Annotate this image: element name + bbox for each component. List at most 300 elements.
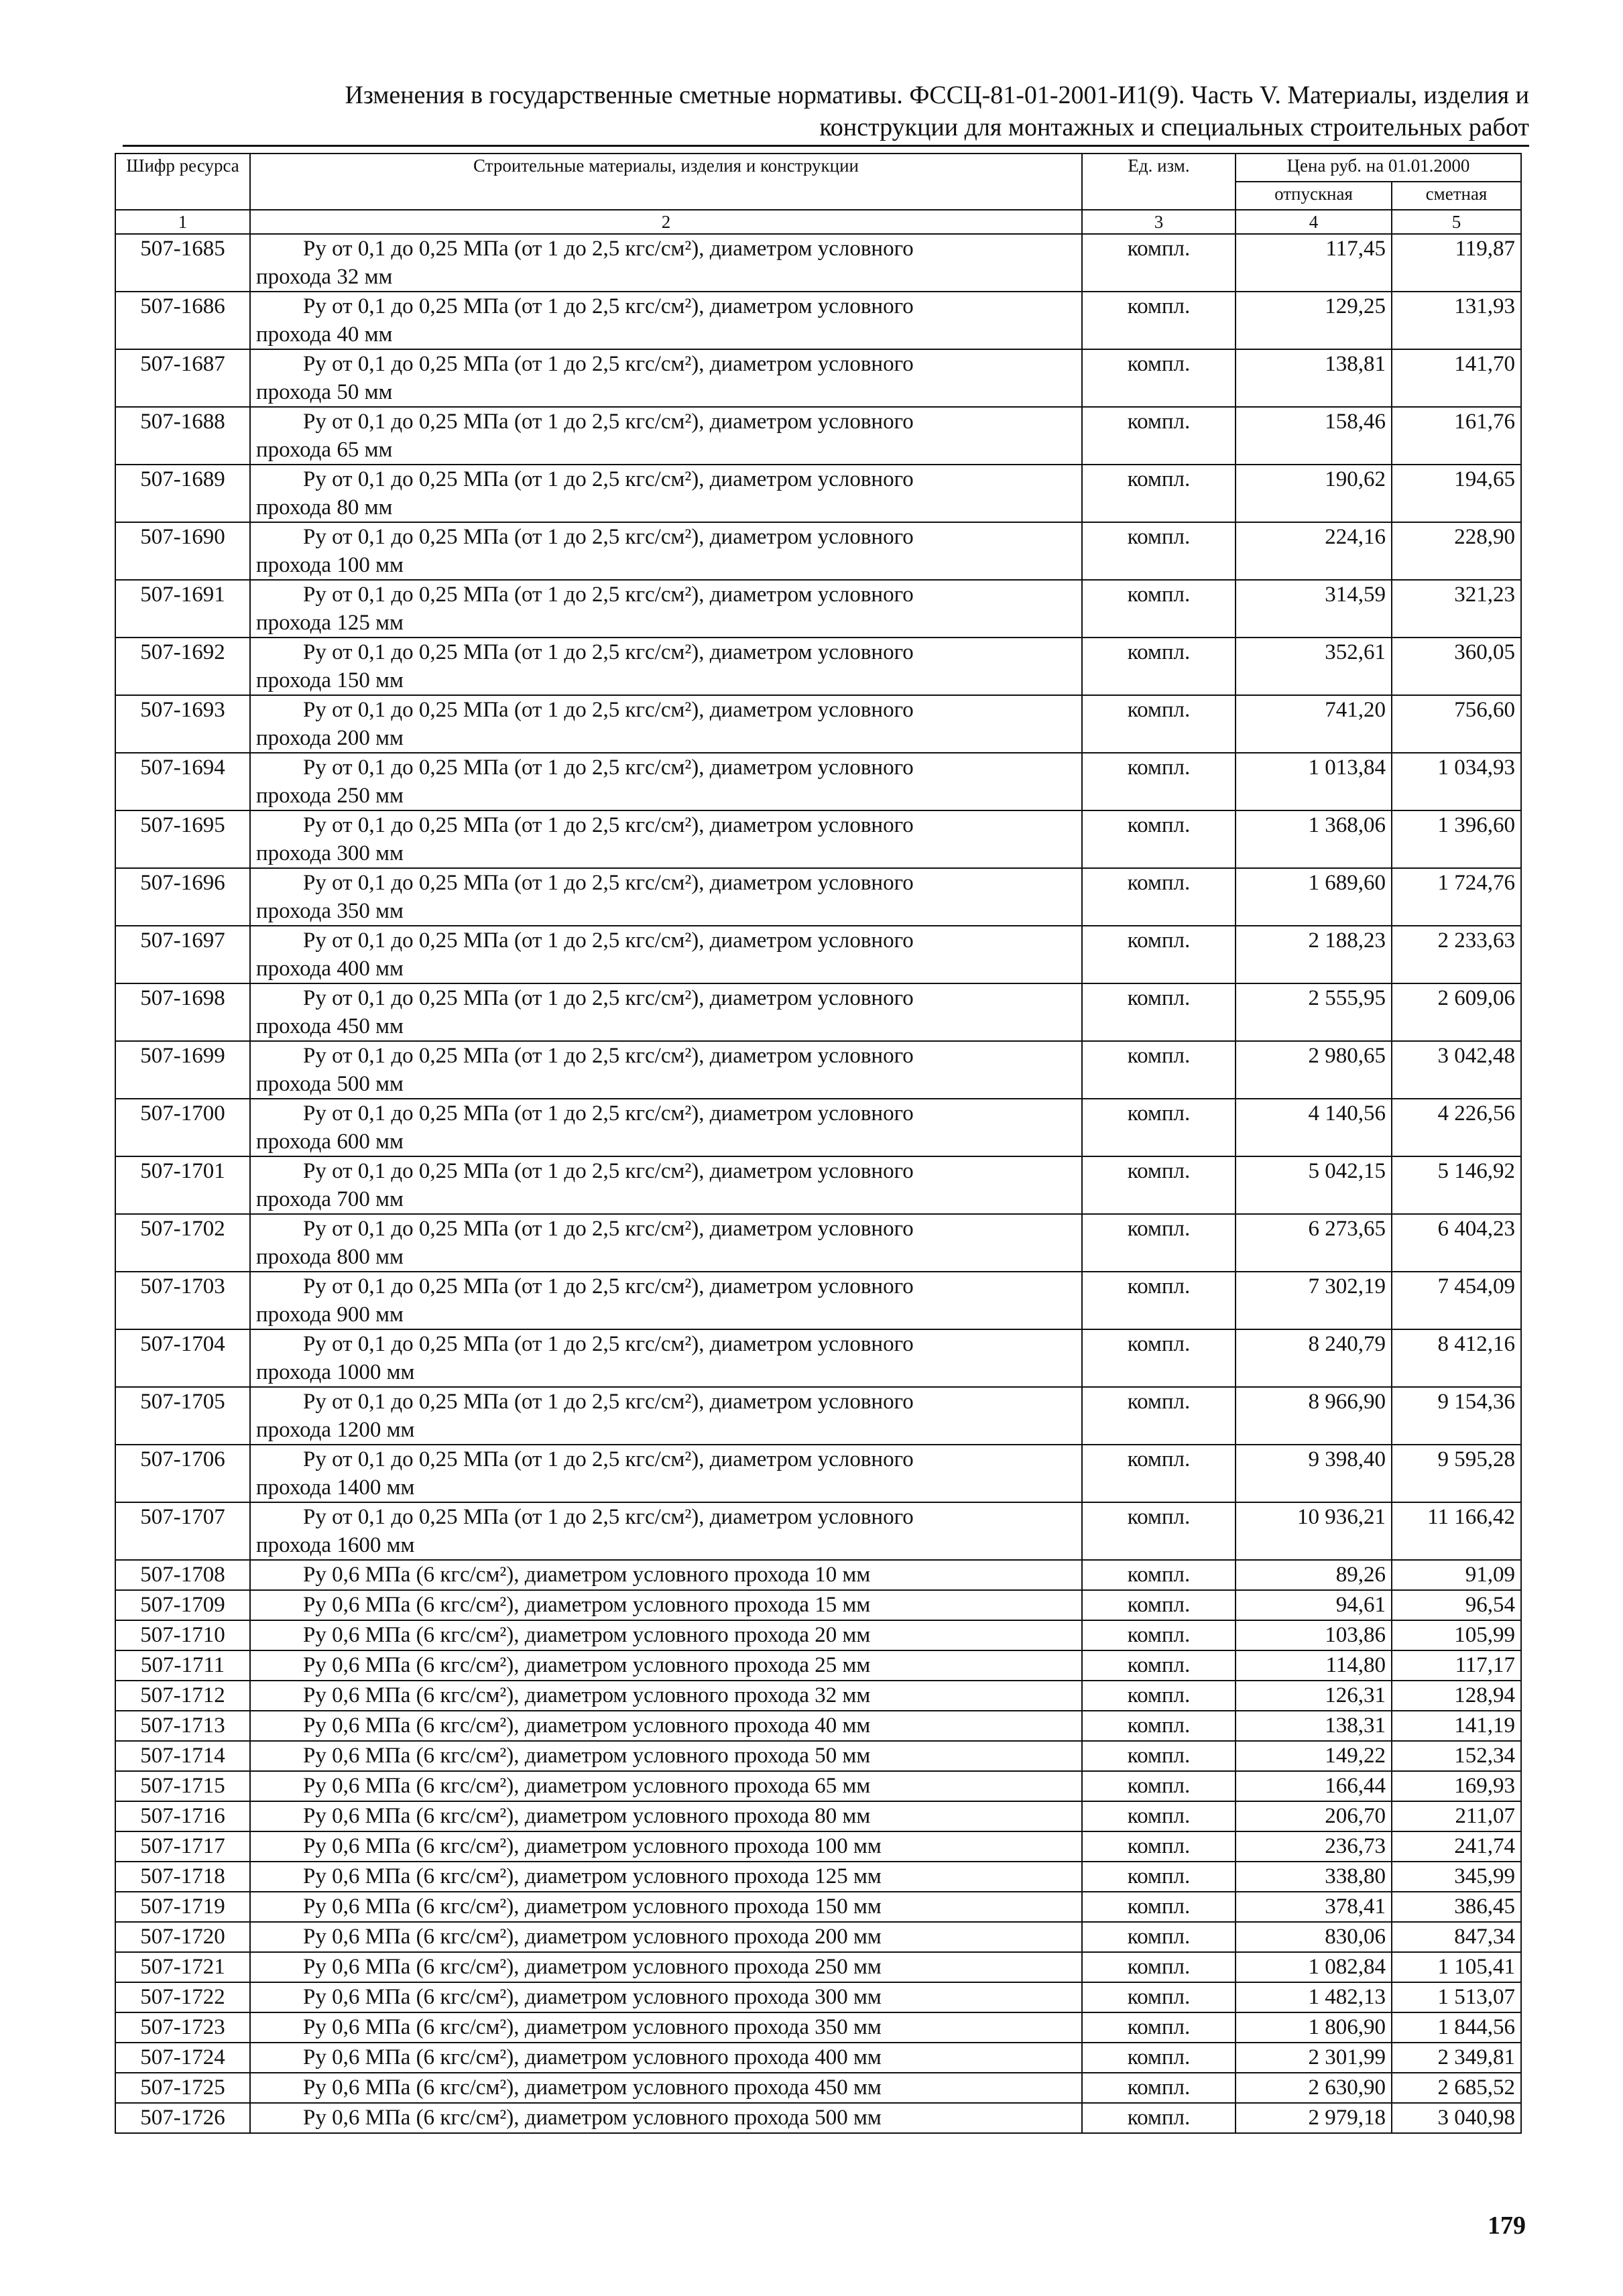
description-line-1: Ру 0,6 МПа (6 кгс/см²), диаметром условного прохода 25 мм bbox=[303, 1653, 871, 1677]
description-line-1: Ру 0,6 МПа (6 кгс/см²), диаметром условного прохода 125 мм bbox=[303, 1864, 882, 1888]
estimate-price-cell: 847,34 bbox=[1392, 1922, 1521, 1952]
description-line-2: прохода 400 мм bbox=[256, 957, 404, 981]
estimate-price-cell: 9 595,28 bbox=[1392, 1445, 1521, 1502]
estimate-price-cell: 1 724,76 bbox=[1392, 868, 1521, 926]
resource-code: 507-1723 bbox=[115, 2012, 250, 2043]
table-row bbox=[115, 1041, 1521, 1099]
resource-description bbox=[250, 1620, 1082, 1650]
estimate-price-cell: 8 412,16 bbox=[1392, 1329, 1521, 1387]
estimate-price-cell: 211,07 bbox=[1392, 1801, 1521, 1831]
table-row bbox=[115, 1560, 1521, 1590]
estimate-price-cell: 345,99 bbox=[1392, 1862, 1521, 1892]
header-description: Строительные материалы, изделия и конструкции bbox=[250, 154, 1082, 210]
unit-cell: компл. bbox=[1082, 1681, 1236, 1711]
description-line-1: Ру от 0,1 до 0,25 МПа (от 1 до 2,5 кгс/см²), диаметром условного bbox=[303, 871, 914, 895]
header-price: Цена руб. на 01.01.2000 bbox=[1236, 154, 1521, 182]
estimate-price-cell: 141,70 bbox=[1392, 349, 1521, 407]
unit-cell: компл. bbox=[1082, 2043, 1236, 2073]
unit-cell: компл. bbox=[1082, 1922, 1236, 1952]
column-number: 4 bbox=[1236, 210, 1392, 234]
table-row bbox=[115, 810, 1521, 868]
resource-description bbox=[250, 522, 1082, 580]
unit-cell: компл. bbox=[1082, 983, 1236, 1041]
table-row bbox=[115, 349, 1521, 407]
resource-code: 507-1707 bbox=[115, 1502, 250, 1560]
resource-description bbox=[250, 1445, 1082, 1502]
description-line-2: прохода 80 мм bbox=[256, 495, 393, 520]
resource-description bbox=[250, 1801, 1082, 1831]
release-price-cell: 338,80 bbox=[1236, 1862, 1392, 1892]
table-row bbox=[115, 983, 1521, 1041]
table-row bbox=[115, 868, 1521, 926]
header-code: Шифр ресурса bbox=[115, 154, 250, 210]
resource-description bbox=[250, 1329, 1082, 1387]
release-price-cell: 138,31 bbox=[1236, 1711, 1392, 1741]
unit-cell: компл. bbox=[1082, 1099, 1236, 1156]
resource-description bbox=[250, 2073, 1082, 2103]
resource-code: 507-1708 bbox=[115, 1560, 250, 1590]
estimate-price-cell: 11 166,42 bbox=[1392, 1502, 1521, 1560]
release-price-cell: 2 980,65 bbox=[1236, 1041, 1392, 1099]
description-line-1: Ру 0,6 МПа (6 кгс/см²), диаметром условного прохода 350 мм bbox=[303, 2015, 882, 2039]
resource-code: 507-1702 bbox=[115, 1214, 250, 1272]
description-line-1: Ру 0,6 МПа (6 кгс/см²), диаметром условного прохода 10 мм bbox=[303, 1563, 871, 1587]
resource-code: 507-1703 bbox=[115, 1272, 250, 1329]
description-line-1: Ру от 0,1 до 0,25 МПа (от 1 до 2,5 кгс/см²), диаметром условного bbox=[303, 237, 914, 261]
unit-cell: компл. bbox=[1082, 580, 1236, 638]
resource-description bbox=[250, 1711, 1082, 1741]
release-price-cell: 2 979,18 bbox=[1236, 2103, 1392, 2133]
estimate-price-cell: 2 349,81 bbox=[1392, 2043, 1521, 2073]
resource-description bbox=[250, 1952, 1082, 1982]
unit-cell: компл. bbox=[1082, 2073, 1236, 2103]
unit-cell: компл. bbox=[1082, 1831, 1236, 1862]
description-line-1: Ру от 0,1 до 0,25 МПа (от 1 до 2,5 кгс/см²), диаметром условного bbox=[303, 986, 914, 1010]
estimate-price-cell: 1 396,60 bbox=[1392, 810, 1521, 868]
release-price-cell: 6 273,65 bbox=[1236, 1214, 1392, 1272]
table-row bbox=[115, 2103, 1521, 2133]
column-number: 1 bbox=[115, 210, 250, 234]
page-header bbox=[107, 79, 1529, 143]
resource-code: 507-1689 bbox=[115, 465, 250, 522]
release-price-cell: 8 240,79 bbox=[1236, 1329, 1392, 1387]
estimate-price-cell: 131,93 bbox=[1392, 292, 1521, 349]
resource-code: 507-1713 bbox=[115, 1711, 250, 1741]
table-row bbox=[115, 1502, 1521, 1560]
table-row bbox=[115, 2012, 1521, 2043]
unit-cell: компл. bbox=[1082, 2012, 1236, 2043]
release-price-cell: 103,86 bbox=[1236, 1620, 1392, 1650]
release-price-cell: 149,22 bbox=[1236, 1741, 1392, 1771]
resource-code: 507-1719 bbox=[115, 1892, 250, 1922]
release-price-cell: 138,81 bbox=[1236, 349, 1392, 407]
resource-description bbox=[250, 407, 1082, 465]
resource-description bbox=[250, 1982, 1082, 2012]
resource-description bbox=[250, 1560, 1082, 1590]
resource-code: 507-1687 bbox=[115, 349, 250, 407]
table-row bbox=[115, 2043, 1521, 2073]
resource-description bbox=[250, 1214, 1082, 1272]
table-row bbox=[115, 1892, 1521, 1922]
table-row bbox=[115, 292, 1521, 349]
resource-code: 507-1690 bbox=[115, 522, 250, 580]
description-line-1: Ру 0,6 МПа (6 кгс/см²), диаметром условного прохода 65 мм bbox=[303, 1774, 871, 1798]
estimate-price-cell: 5 146,92 bbox=[1392, 1156, 1521, 1214]
unit-cell: компл. bbox=[1082, 1214, 1236, 1272]
resource-description bbox=[250, 1922, 1082, 1952]
estimate-price-cell: 96,54 bbox=[1392, 1590, 1521, 1620]
page-number: 179 bbox=[1488, 2212, 1526, 2240]
resource-code: 507-1711 bbox=[115, 1650, 250, 1681]
resource-code: 507-1714 bbox=[115, 1741, 250, 1771]
description-line-1: Ру 0,6 МПа (6 кгс/см²), диаметром условного прохода 15 мм bbox=[303, 1593, 871, 1617]
header-line-2: конструкции для монтажных и специальных строительных работ bbox=[819, 113, 1529, 141]
estimate-price-cell: 169,93 bbox=[1392, 1771, 1521, 1801]
resource-code: 507-1726 bbox=[115, 2103, 250, 2133]
table-row bbox=[115, 1952, 1521, 1982]
unit-cell: компл. bbox=[1082, 695, 1236, 753]
description-line-1: Ру 0,6 МПа (6 кгс/см²), диаметром условного прохода 250 мм bbox=[303, 1955, 882, 1979]
resource-description bbox=[250, 1387, 1082, 1445]
resource-code: 507-1694 bbox=[115, 753, 250, 810]
resource-code: 507-1706 bbox=[115, 1445, 250, 1502]
resource-code: 507-1697 bbox=[115, 926, 250, 983]
table-row bbox=[115, 1801, 1521, 1831]
resource-code: 507-1686 bbox=[115, 292, 250, 349]
table-row bbox=[115, 926, 1521, 983]
description-line-2: прохода 450 мм bbox=[256, 1014, 404, 1038]
table-row bbox=[115, 1272, 1521, 1329]
unit-cell: компл. bbox=[1082, 2103, 1236, 2133]
unit-cell: компл. bbox=[1082, 1445, 1236, 1502]
release-price-cell: 114,80 bbox=[1236, 1650, 1392, 1681]
resource-code: 507-1724 bbox=[115, 2043, 250, 2073]
resource-description bbox=[250, 810, 1082, 868]
unit-cell: компл. bbox=[1082, 1387, 1236, 1445]
estimate-price-cell: 3 042,48 bbox=[1392, 1041, 1521, 1099]
resource-description bbox=[250, 465, 1082, 522]
resource-code: 507-1685 bbox=[115, 234, 250, 292]
description-line-1: Ру от 0,1 до 0,25 МПа (от 1 до 2,5 кгс/см²), диаметром условного bbox=[303, 525, 914, 549]
unit-cell: компл. bbox=[1082, 234, 1236, 292]
unit-cell: компл. bbox=[1082, 1771, 1236, 1801]
estimate-price-cell: 4 226,56 bbox=[1392, 1099, 1521, 1156]
unit-cell: компл. bbox=[1082, 638, 1236, 695]
table-row bbox=[115, 1387, 1521, 1445]
resource-description bbox=[250, 983, 1082, 1041]
release-price-cell: 378,41 bbox=[1236, 1892, 1392, 1922]
resource-description bbox=[250, 1272, 1082, 1329]
estimate-price-cell: 152,34 bbox=[1392, 1741, 1521, 1771]
table-row bbox=[115, 695, 1521, 753]
release-price-cell: 741,20 bbox=[1236, 695, 1392, 753]
resource-code: 507-1700 bbox=[115, 1099, 250, 1156]
release-price-cell: 89,26 bbox=[1236, 1560, 1392, 1590]
release-price-cell: 94,61 bbox=[1236, 1590, 1392, 1620]
description-line-1: Ру от 0,1 до 0,25 МПа (от 1 до 2,5 кгс/см²), диаметром условного bbox=[303, 1101, 914, 1126]
resource-description bbox=[250, 349, 1082, 407]
table-row bbox=[115, 1741, 1521, 1771]
estimate-price-cell: 1 844,56 bbox=[1392, 2012, 1521, 2043]
header-rule bbox=[123, 145, 1529, 147]
release-price-cell: 224,16 bbox=[1236, 522, 1392, 580]
release-price-cell: 206,70 bbox=[1236, 1801, 1392, 1831]
resource-description bbox=[250, 1156, 1082, 1214]
release-price-cell: 10 936,21 bbox=[1236, 1502, 1392, 1560]
resource-description bbox=[250, 695, 1082, 753]
release-price-cell: 236,73 bbox=[1236, 1831, 1392, 1862]
description-line-2: прохода 1400 мм bbox=[256, 1475, 415, 1500]
unit-cell: компл. bbox=[1082, 1650, 1236, 1681]
resource-code: 507-1722 bbox=[115, 1982, 250, 2012]
estimate-price-cell: 321,23 bbox=[1392, 580, 1521, 638]
description-line-1: Ру от 0,1 до 0,25 МПа (от 1 до 2,5 кгс/см²), диаметром условного bbox=[303, 1505, 914, 1529]
unit-cell: компл. bbox=[1082, 1711, 1236, 1741]
estimate-price-cell: 386,45 bbox=[1392, 1892, 1521, 1922]
resource-description bbox=[250, 868, 1082, 926]
resource-description bbox=[250, 2043, 1082, 2073]
resource-description bbox=[250, 638, 1082, 695]
table-row bbox=[115, 1099, 1521, 1156]
description-line-1: Ру 0,6 МПа (6 кгс/см²), диаметром условного прохода 50 мм bbox=[303, 1744, 871, 1768]
estimate-price-cell: 91,09 bbox=[1392, 1560, 1521, 1590]
unit-cell: компл. bbox=[1082, 1801, 1236, 1831]
release-price-cell: 1 689,60 bbox=[1236, 868, 1392, 926]
table-row bbox=[115, 2073, 1521, 2103]
resource-code: 507-1695 bbox=[115, 810, 250, 868]
description-line-2: прохода 1200 мм bbox=[256, 1418, 415, 1442]
column-number: 5 bbox=[1392, 210, 1521, 234]
description-line-1: Ру от 0,1 до 0,25 МПа (от 1 до 2,5 кгс/см²), диаметром условного bbox=[303, 352, 914, 376]
description-line-1: Ру от 0,1 до 0,25 МПа (от 1 до 2,5 кгс/см²), диаметром условного bbox=[303, 1447, 914, 1471]
unit-cell: компл. bbox=[1082, 926, 1236, 983]
resource-code: 507-1720 bbox=[115, 1922, 250, 1952]
resource-code: 507-1709 bbox=[115, 1590, 250, 1620]
resource-description bbox=[250, 2103, 1082, 2133]
estimate-price-cell: 117,17 bbox=[1392, 1650, 1521, 1681]
resource-code: 507-1715 bbox=[115, 1771, 250, 1801]
description-line-2: прохода 1000 мм bbox=[256, 1360, 415, 1384]
description-line-1: Ру от 0,1 до 0,25 МПа (от 1 до 2,5 кгс/см²), диаметром условного bbox=[303, 467, 914, 491]
description-line-1: Ру от 0,1 до 0,25 МПа (от 1 до 2,5 кгс/см²), диаметром условного bbox=[303, 1217, 914, 1241]
description-line-1: Ру 0,6 МПа (6 кгс/см²), диаметром условного прохода 150 мм bbox=[303, 1894, 882, 1919]
description-line-1: Ру от 0,1 до 0,25 МПа (от 1 до 2,5 кгс/см²), диаметром условного bbox=[303, 410, 914, 434]
description-line-2: прохода 65 мм bbox=[256, 438, 393, 462]
resource-code: 507-1705 bbox=[115, 1387, 250, 1445]
resource-description bbox=[250, 1590, 1082, 1620]
unit-cell: компл. bbox=[1082, 1620, 1236, 1650]
description-line-1: Ру от 0,1 до 0,25 МПа (от 1 до 2,5 кгс/см²), диаметром условного bbox=[303, 1044, 914, 1068]
release-price-cell: 9 398,40 bbox=[1236, 1445, 1392, 1502]
release-price-cell: 1 482,13 bbox=[1236, 1982, 1392, 2012]
resource-code: 507-1712 bbox=[115, 1681, 250, 1711]
description-line-2: прохода 1600 мм bbox=[256, 1533, 415, 1557]
description-line-1: Ру 0,6 МПа (6 кгс/см²), диаметром условного прохода 40 мм bbox=[303, 1713, 871, 1738]
header-unit: Ед. изм. bbox=[1082, 154, 1236, 210]
unit-cell: компл. bbox=[1082, 1329, 1236, 1387]
release-price-cell: 5 042,15 bbox=[1236, 1156, 1392, 1214]
resource-code: 507-1699 bbox=[115, 1041, 250, 1099]
release-price-cell: 129,25 bbox=[1236, 292, 1392, 349]
resource-description bbox=[250, 580, 1082, 638]
unit-cell: компл. bbox=[1082, 868, 1236, 926]
resource-description bbox=[250, 1862, 1082, 1892]
description-line-2: прохода 40 мм bbox=[256, 322, 393, 347]
description-line-2: прохода 100 мм bbox=[256, 553, 404, 577]
resource-description bbox=[250, 2012, 1082, 2043]
description-line-1: Ру 0,6 МПа (6 кгс/см²), диаметром условного прохода 32 мм bbox=[303, 1683, 871, 1707]
unit-cell: компл. bbox=[1082, 349, 1236, 407]
release-price-cell: 117,45 bbox=[1236, 234, 1392, 292]
description-line-1: Ру от 0,1 до 0,25 МПа (от 1 до 2,5 кгс/см²), диаметром условного bbox=[303, 698, 914, 722]
unit-cell: компл. bbox=[1082, 1590, 1236, 1620]
table-row bbox=[115, 1771, 1521, 1801]
table-row bbox=[115, 1214, 1521, 1272]
resource-code: 507-1693 bbox=[115, 695, 250, 753]
table-row bbox=[115, 1620, 1521, 1650]
estimate-price-cell: 228,90 bbox=[1392, 522, 1521, 580]
resource-description bbox=[250, 1041, 1082, 1099]
description-line-2: прохода 250 мм bbox=[256, 784, 404, 808]
resource-description bbox=[250, 1099, 1082, 1156]
resource-description bbox=[250, 1681, 1082, 1711]
table-row bbox=[115, 1831, 1521, 1862]
header-estimate-price: сметная bbox=[1392, 182, 1521, 210]
description-line-1: Ру от 0,1 до 0,25 МПа (от 1 до 2,5 кгс/см²), диаметром условного bbox=[303, 583, 914, 607]
release-price-cell: 4 140,56 bbox=[1236, 1099, 1392, 1156]
release-price-cell: 352,61 bbox=[1236, 638, 1392, 695]
resource-code: 507-1710 bbox=[115, 1620, 250, 1650]
estimate-price-cell: 3 040,98 bbox=[1392, 2103, 1521, 2133]
description-line-1: Ру 0,6 МПа (6 кгс/см²), диаметром условного прохода 500 мм bbox=[303, 2106, 882, 2130]
resource-code: 507-1716 bbox=[115, 1801, 250, 1831]
resource-code: 507-1725 bbox=[115, 2073, 250, 2103]
release-price-cell: 8 966,90 bbox=[1236, 1387, 1392, 1445]
unit-cell: компл. bbox=[1082, 407, 1236, 465]
release-price-cell: 1 013,84 bbox=[1236, 753, 1392, 810]
table-row bbox=[115, 1445, 1521, 1502]
unit-cell: компл. bbox=[1082, 1041, 1236, 1099]
release-price-cell: 190,62 bbox=[1236, 465, 1392, 522]
description-line-1: Ру от 0,1 до 0,25 МПа (от 1 до 2,5 кгс/см²), диаметром условного bbox=[303, 640, 914, 664]
release-price-cell: 1 368,06 bbox=[1236, 810, 1392, 868]
unit-cell: компл. bbox=[1082, 1741, 1236, 1771]
unit-cell: компл. bbox=[1082, 753, 1236, 810]
release-price-cell: 158,46 bbox=[1236, 407, 1392, 465]
resource-description bbox=[250, 292, 1082, 349]
resource-code: 507-1704 bbox=[115, 1329, 250, 1387]
unit-cell: компл. bbox=[1082, 1272, 1236, 1329]
resource-code: 507-1717 bbox=[115, 1831, 250, 1862]
estimate-price-cell: 2 685,52 bbox=[1392, 2073, 1521, 2103]
column-number: 2 bbox=[250, 210, 1082, 234]
header-line-1: Изменения в государственные сметные нормативы. ФССЦ-81-01-2001-И1(9). Часть V. Материалы, изделия и bbox=[345, 81, 1529, 109]
release-price-cell: 166,44 bbox=[1236, 1771, 1392, 1801]
table-row bbox=[115, 1681, 1521, 1711]
estimate-price-cell: 161,76 bbox=[1392, 407, 1521, 465]
unit-cell: компл. bbox=[1082, 1502, 1236, 1560]
description-line-2: прохода 150 мм bbox=[256, 668, 404, 692]
estimate-price-cell: 2 233,63 bbox=[1392, 926, 1521, 983]
resource-description bbox=[250, 1892, 1082, 1922]
resource-code: 507-1718 bbox=[115, 1862, 250, 1892]
description-line-1: Ру 0,6 МПа (6 кгс/см²), диаметром условного прохода 100 мм bbox=[303, 1834, 882, 1858]
unit-cell: компл. bbox=[1082, 1560, 1236, 1590]
release-price-cell: 2 630,90 bbox=[1236, 2073, 1392, 2103]
description-line-2: прохода 600 мм bbox=[256, 1130, 404, 1154]
unit-cell: компл. bbox=[1082, 292, 1236, 349]
description-line-2: прохода 200 мм bbox=[256, 726, 404, 750]
description-line-1: Ру 0,6 МПа (6 кгс/см²), диаметром условного прохода 80 мм bbox=[303, 1804, 871, 1828]
description-line-2: прохода 700 мм bbox=[256, 1187, 404, 1211]
description-line-2: прохода 125 мм bbox=[256, 611, 404, 635]
description-line-1: Ру от 0,1 до 0,25 МПа (от 1 до 2,5 кгс/см²), диаметром условного bbox=[303, 294, 914, 318]
description-line-1: Ру 0,6 МПа (6 кгс/см²), диаметром условного прохода 450 мм bbox=[303, 2075, 882, 2100]
description-line-2: прохода 500 мм bbox=[256, 1072, 404, 1096]
table-row bbox=[115, 1590, 1521, 1620]
unit-cell: компл. bbox=[1082, 1892, 1236, 1922]
table-row bbox=[115, 638, 1521, 695]
release-price-cell: 1 806,90 bbox=[1236, 2012, 1392, 2043]
resource-code: 507-1692 bbox=[115, 638, 250, 695]
estimate-price-cell: 194,65 bbox=[1392, 465, 1521, 522]
resource-description bbox=[250, 1650, 1082, 1681]
description-line-1: Ру от 0,1 до 0,25 МПа (от 1 до 2,5 кгс/см²), диаметром условного bbox=[303, 928, 914, 953]
release-price-cell: 7 302,19 bbox=[1236, 1272, 1392, 1329]
release-price-cell: 830,06 bbox=[1236, 1922, 1392, 1952]
resource-description bbox=[250, 234, 1082, 292]
unit-cell: компл. bbox=[1082, 522, 1236, 580]
unit-cell: компл. bbox=[1082, 1862, 1236, 1892]
description-line-1: Ру 0,6 МПа (6 кгс/см²), диаметром условного прохода 20 мм bbox=[303, 1623, 871, 1647]
resource-description bbox=[250, 753, 1082, 810]
unit-cell: компл. bbox=[1082, 465, 1236, 522]
unit-cell: компл. bbox=[1082, 810, 1236, 868]
estimate-price-cell: 128,94 bbox=[1392, 1681, 1521, 1711]
resource-description bbox=[250, 1771, 1082, 1801]
table-row bbox=[115, 1156, 1521, 1214]
resource-description bbox=[250, 926, 1082, 983]
description-line-2: прохода 350 мм bbox=[256, 899, 404, 923]
resource-code: 507-1691 bbox=[115, 580, 250, 638]
estimate-price-cell: 2 609,06 bbox=[1392, 983, 1521, 1041]
table-row bbox=[115, 753, 1521, 810]
unit-cell: компл. bbox=[1082, 1982, 1236, 2012]
description-line-1: Ру 0,6 МПа (6 кгс/см²), диаметром условного прохода 200 мм bbox=[303, 1925, 882, 1949]
estimate-price-cell: 6 404,23 bbox=[1392, 1214, 1521, 1272]
unit-cell: компл. bbox=[1082, 1952, 1236, 1982]
column-number: 3 bbox=[1082, 210, 1236, 234]
header-release-price: отпускная bbox=[1236, 182, 1392, 210]
estimate-price-cell: 756,60 bbox=[1392, 695, 1521, 753]
release-price-cell: 126,31 bbox=[1236, 1681, 1392, 1711]
description-line-2: прохода 800 мм bbox=[256, 1245, 404, 1269]
estimate-price-cell: 1 513,07 bbox=[1392, 1982, 1521, 2012]
estimate-price-cell: 241,74 bbox=[1392, 1831, 1521, 1862]
description-line-1: Ру от 0,1 до 0,25 МПа (от 1 до 2,5 кгс/см²), диаметром условного bbox=[303, 813, 914, 837]
table-row bbox=[115, 407, 1521, 465]
description-line-2: прохода 32 мм bbox=[256, 265, 393, 289]
estimate-price-cell: 105,99 bbox=[1392, 1620, 1521, 1650]
table-row bbox=[115, 1982, 1521, 2012]
price-table bbox=[115, 153, 1522, 2134]
estimate-price-cell: 1 034,93 bbox=[1392, 753, 1521, 810]
table-row bbox=[115, 1922, 1521, 1952]
release-price-cell: 2 301,99 bbox=[1236, 2043, 1392, 2073]
release-price-cell: 314,59 bbox=[1236, 580, 1392, 638]
resource-description bbox=[250, 1502, 1082, 1560]
table-row bbox=[115, 1329, 1521, 1387]
